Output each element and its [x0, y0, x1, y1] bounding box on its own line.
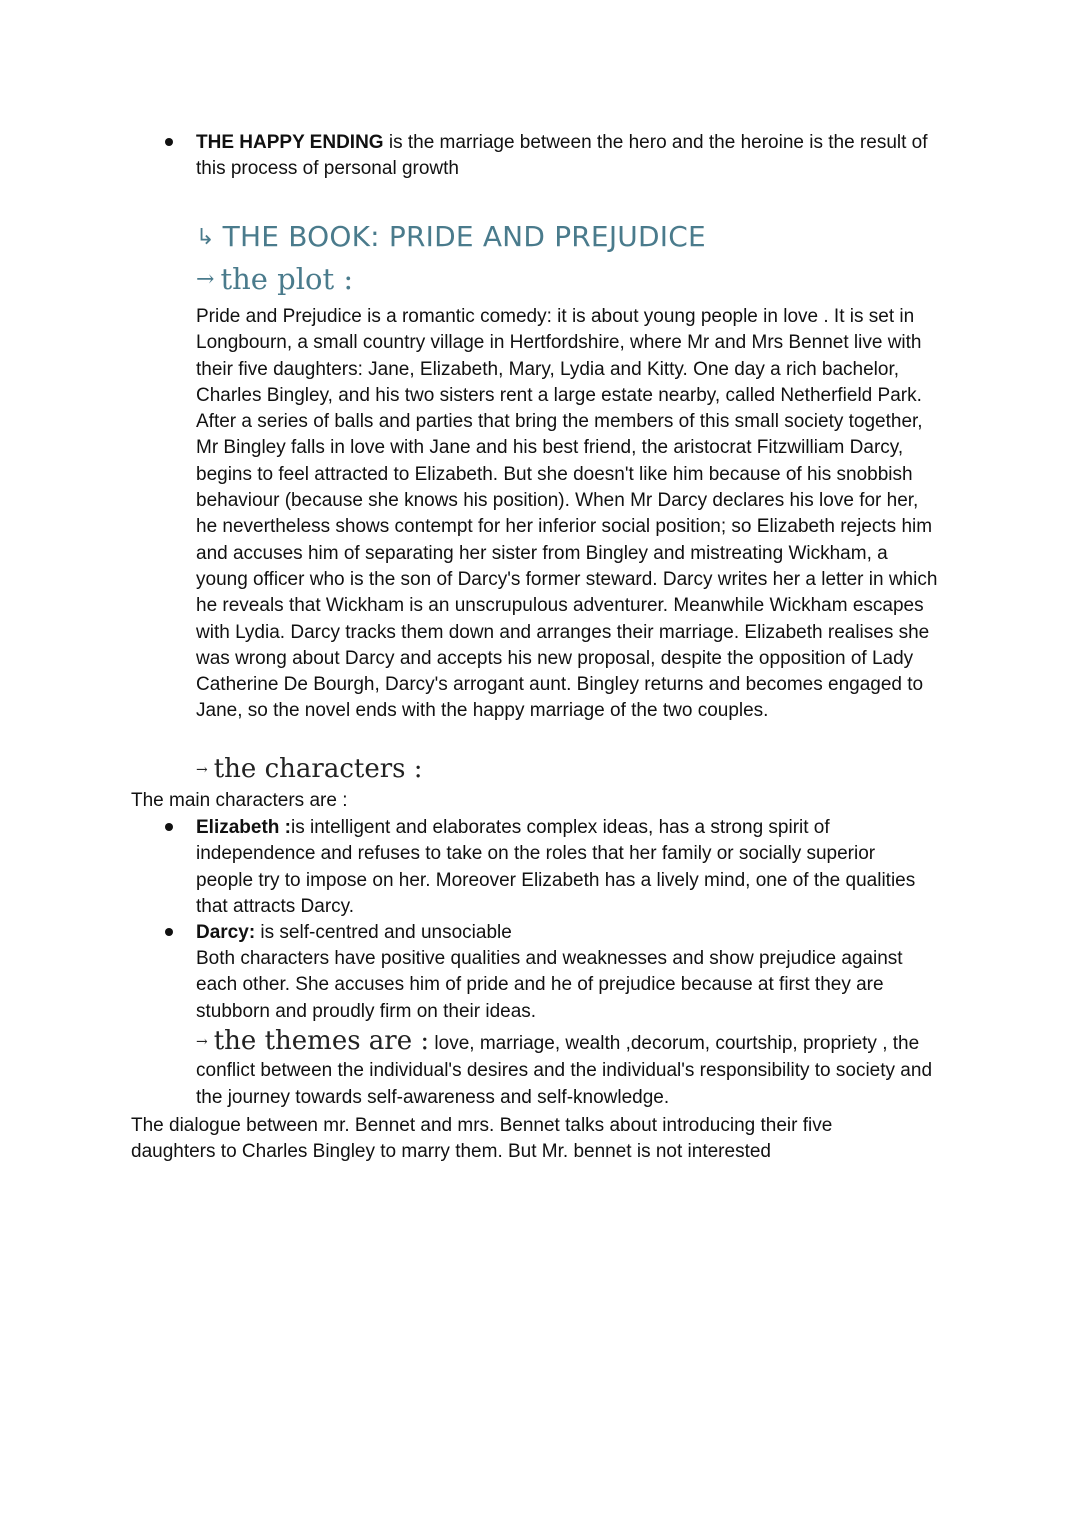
right-arrow-icon: → [196, 1034, 208, 1050]
right-arrow-icon: → [196, 267, 215, 292]
bullet-dot-icon [165, 920, 177, 946]
character-item-text [196, 920, 956, 946]
character-name: Darcy: [196, 922, 256, 943]
characters-heading-text: the characters : [213, 754, 423, 784]
happy-ending-text [196, 130, 956, 183]
themes-paragraph [196, 1028, 941, 1111]
character-description: is intelligent and elaborates complex ideas, has a strong spirit of independence and refuses to take on the roles that her family or socially superior people try to impose on her. Moreover Elizabeth has a lively mind, one of the qualities that attracts Darcy. [196, 817, 916, 917]
bullet-dot-icon [165, 815, 177, 841]
characters-heading [196, 754, 423, 784]
return-arrow-icon: ↳ [196, 225, 215, 250]
book-title-text: THE BOOK: PRIDE AND PREJUDICE [222, 220, 706, 253]
plot-heading-text: the plot : [220, 262, 354, 296]
character-description: is self-centred and unsociable [255, 922, 512, 943]
themes-text: love, marriage, wealth ,decorum, courtship, propriety , the conflict between the individual's desires and the individual's responsibility to society and the journey towards self-awareness and self-knowledge. [196, 1033, 933, 1108]
character-item-text [196, 815, 921, 920]
book-title [196, 220, 706, 253]
dialogue-paragraph: The dialogue between mr. Bennet and mrs. Bennet talks about introducing their five daughters to Charles Bingley to marry them. But Mr. bennet is not interested [131, 1115, 833, 1163]
plot-paragraph: Pride and Prejudice is a romantic comedy: it is about young people in love . It is set in Longbourn, a small country village in Hertfordshire, where Mr and Mrs Bennet live with their five daughters: Jane, Elizabeth, Mary, Lydia and Kitty. One day a rich bachelor, Charles Bingley, and his two sisters rent a large estate nearby, called Netherfield Park. After a series of balls and parties that bring the members of this small society together, Mr Bingley falls in love with Jane and his best friend, the aristocrat Fitzwilliam Darcy, begins to feel attracted to Elizabeth. But she doesn't like him because of his snobbish behaviour (because she knows his position). When Mr Darcy declares his love for her, he nevertheless shows contempt for her inferior social position; so Elizabeth rejects him and accuses him of separating her sister from Bingley and mistreating Wickham, a young officer who is the son of Darcy's former steward. Darcy writes her a letter in which he reveals that Wickham is an unscrupulous adventurer. Meanwhile Wickham escapes with Lydia. Darcy tracks them down and arranges their marriage. Elizabeth realises she was wrong about Darcy and accepts his new proposal, despite the opposition of Lady Catherine De Bourgh, Darcy's arrogant aunt. Bingley returns and becomes engaged to Jane, so the novel ends with the happy marriage of the two couples. [196, 306, 938, 722]
happy-ending-term: THE HAPPY ENDING [196, 132, 384, 153]
character-name: Elizabeth : [196, 817, 292, 838]
both-characters-paragraph: Both characters have positive qualities and weaknesses and show prejudice against each other. She accuses him of pride and he of prejudice because at first they are stubborn and proudly firm on their ideas. [196, 948, 903, 1022]
happy-ending-definition: is the marriage between the hero and the heroine is the result of this process of personal growth [196, 132, 928, 180]
plot-heading [196, 262, 353, 296]
themes-heading-text: the themes are : [213, 1026, 430, 1056]
bullet-dot-icon [165, 130, 177, 156]
characters-intro: The main characters are : [131, 790, 348, 811]
right-arrow-icon: → [196, 762, 208, 778]
themes-heading [196, 1026, 429, 1056]
